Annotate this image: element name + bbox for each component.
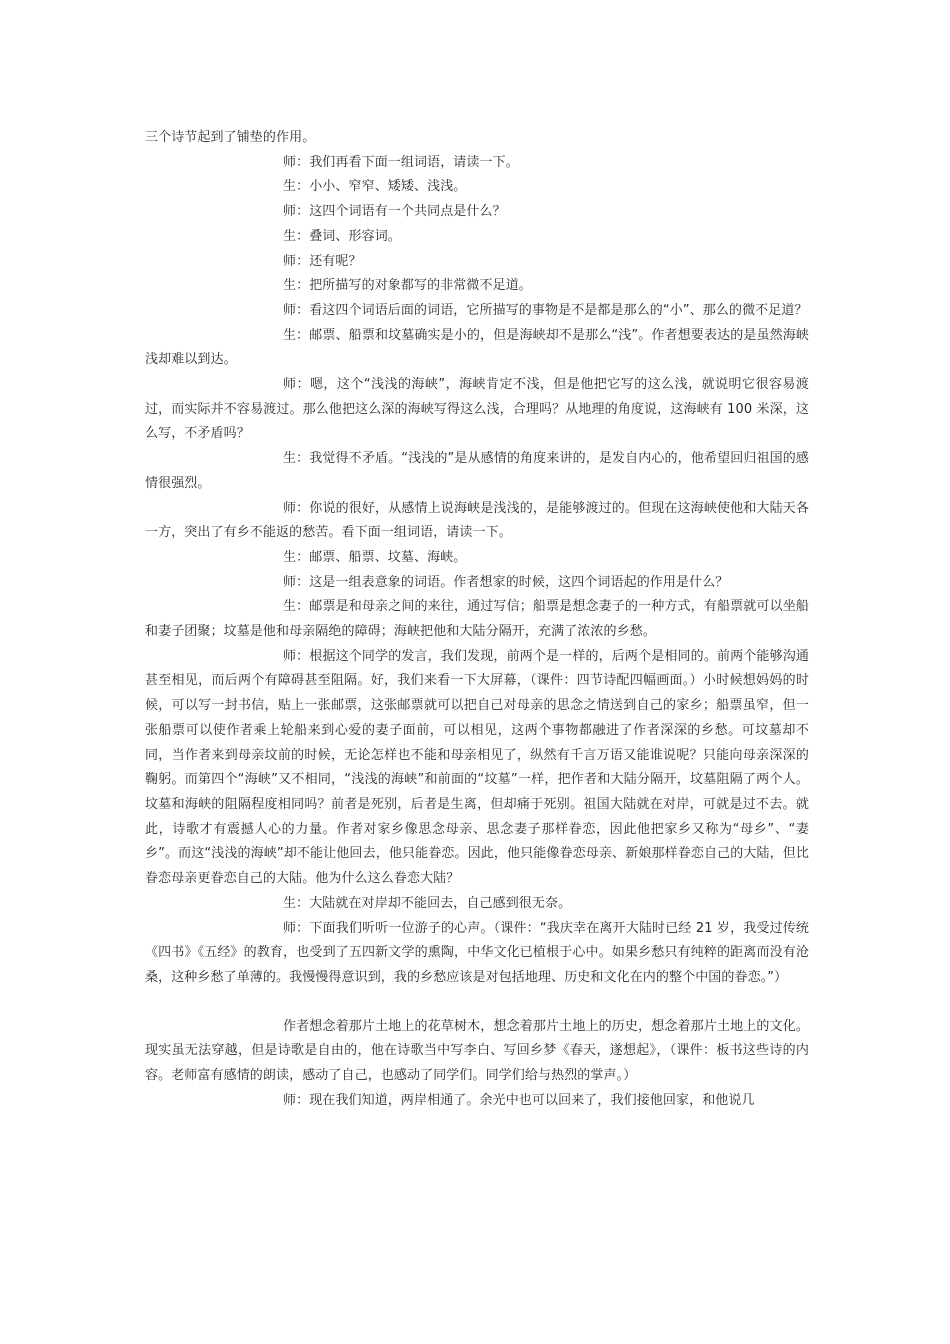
- paragraph: 作者想念着那片土地上的花草树木，想念着那片土地上的历史，想念着那片土地上的文化。现实虽无法穿越，但是诗歌是自由的，他在诗歌当中写李白、写回乡梦《春天，遂想起》，（课件：板书这些诗的内容。老师富有感情的朗读，感动了自己，也感动了同学们。同学们给与热烈的掌声。）: [145, 1018, 809, 1084]
- paragraph: 师：根据这个同学的发言，我们发现，前两个是一样的，后两个是相同的。前两个能够沟通甚至相见，而后两个有障碍甚至阻隔。好，我们来看一下大屏幕，（课件：四节诗配四幅画面。）小时候想妈妈的时候，可以写一封书信，贴上一张邮票，这张邮票就可以把自己对母亲的思念之情送到自己的家乡；船票虽窄，但一张船票可以使作者乘上轮船来到心爱的妻子面前，可以相见，这两个事物都融进了作者深深的乡愁。可坟墓却不同，当作者来到母亲坟前的时候，无论怎样也不能和母亲相见了，纵然有千言万语又能谁说呢？只能向母亲深深的鞠躬。而第四个“海峡”又不相同，“浅浅的海峡”和前面的“坟墓”一样，把作者和大陆分隔开，坟墓阻隔了两个人。坟墓和海峡的阻隔程度相同吗？前者是死别，后者是生离，但却痛于死别。祖国大陆就在对岸，可就是过不去。就此，诗歌才有震撼人心的力量。作者对家乡像思念母亲、思念妻子那样眷恋，因此他把家乡又称为“母乡”、“妻乡”。而这“浅浅的海峡”却不能让他回去，他只能眷恋。因此，他只能像眷恋母亲、新娘那样眷恋自己的大陆，但比眷恋母亲更眷恋自己的大陆。他为什么这么眷恋大陆？: [145, 648, 809, 887]
- paragraph: 师：这是一组表意象的词语。作者想家的时候，这四个词语起的作用是什么？: [283, 574, 729, 590]
- paragraph: 师：现在我们知道，两岸相通了。余光中也可以回来了，我们接他回家，和他说几: [283, 1092, 755, 1108]
- paragraph: 师：还有呢？: [283, 253, 362, 269]
- paragraph: 生：小小、窄窄、矮矮、浅浅。: [283, 179, 467, 195]
- paragraph: 生：邮票、船票和坟墓确实是小的，但是海峡却不是那么“浅”。作者想要表达的是虽然海峡浅却难以到达。: [145, 327, 809, 368]
- paragraph: 生：邮票是和母亲之间的来往，通过写信；船票是想念妻子的一种方式，有船票就可以坐船和妻子团聚；坟墓是他和母亲隔绝的障碍；海峡把他和大陆分隔开，充满了浓浓的乡愁。: [145, 599, 809, 640]
- paragraph: 三个诗节起到了铺垫的作用。: [145, 130, 316, 145]
- paragraph: 生：把所描写的对象都写的非常微不足道。: [283, 278, 532, 294]
- paragraph: 生：我觉得不矛盾。“浅浅的”是从感情的角度来讲的，是发自内心的，他希望回归祖国的感情很强烈。: [145, 451, 809, 491]
- paragraph: 师：嗯，这个“浅浅的海峡”，海峡肯定不浅，但是他把它写的这么浅，就说明它很容易渡过，而实际并不容易渡过。那么他把这么深的海峡写得这么浅，合理吗？从地理的角度说，这海峡有 100 米深，这么写，不矛盾吗？: [145, 377, 809, 442]
- paragraph: 生：大陆就在对岸却不能回去，自己感到很无奈。: [283, 895, 572, 911]
- paragraph: 师：我们再看下面一组词语，请读一下。: [283, 154, 519, 170]
- blank-line: [145, 991, 809, 1015]
- paragraph: 生：叠词、形容词。: [283, 228, 401, 244]
- paragraph: 师：你说的很好，从感情上说海峡是浅浅的，是能够渡过的。但现在这海峡使他和大陆天各一方，突出了有乡不能返的愁苦。看下面一组词语，请读一下。: [145, 500, 809, 541]
- paragraph: 师：这四个词语有一个共同点是什么？: [283, 204, 506, 220]
- paragraph: 生：邮票、船票、坟墓、海峡。: [283, 549, 467, 565]
- paragraph: 师：下面我们听听一位游子的心声。（课件：“我庆幸在离开大陆时已经 21 岁，我受过传统《四书》《五经》的教育，也受到了五四新文学的熏陶，中华文化已植根于心中。如果乡愁只有纯粹的距离而没有沧桑，这种乡愁了单薄的。我慢慢得意识到，我的乡愁应该是对包括地理、历史和文化在内的整个中国的眷恋。”）: [145, 920, 809, 985]
- paragraph: 师：看这四个词语后面的词语，它所描写的事物是不是都是那么的“小”、那么的微不足道？: [283, 302, 808, 318]
- document-page: [145, 126, 809, 1113]
